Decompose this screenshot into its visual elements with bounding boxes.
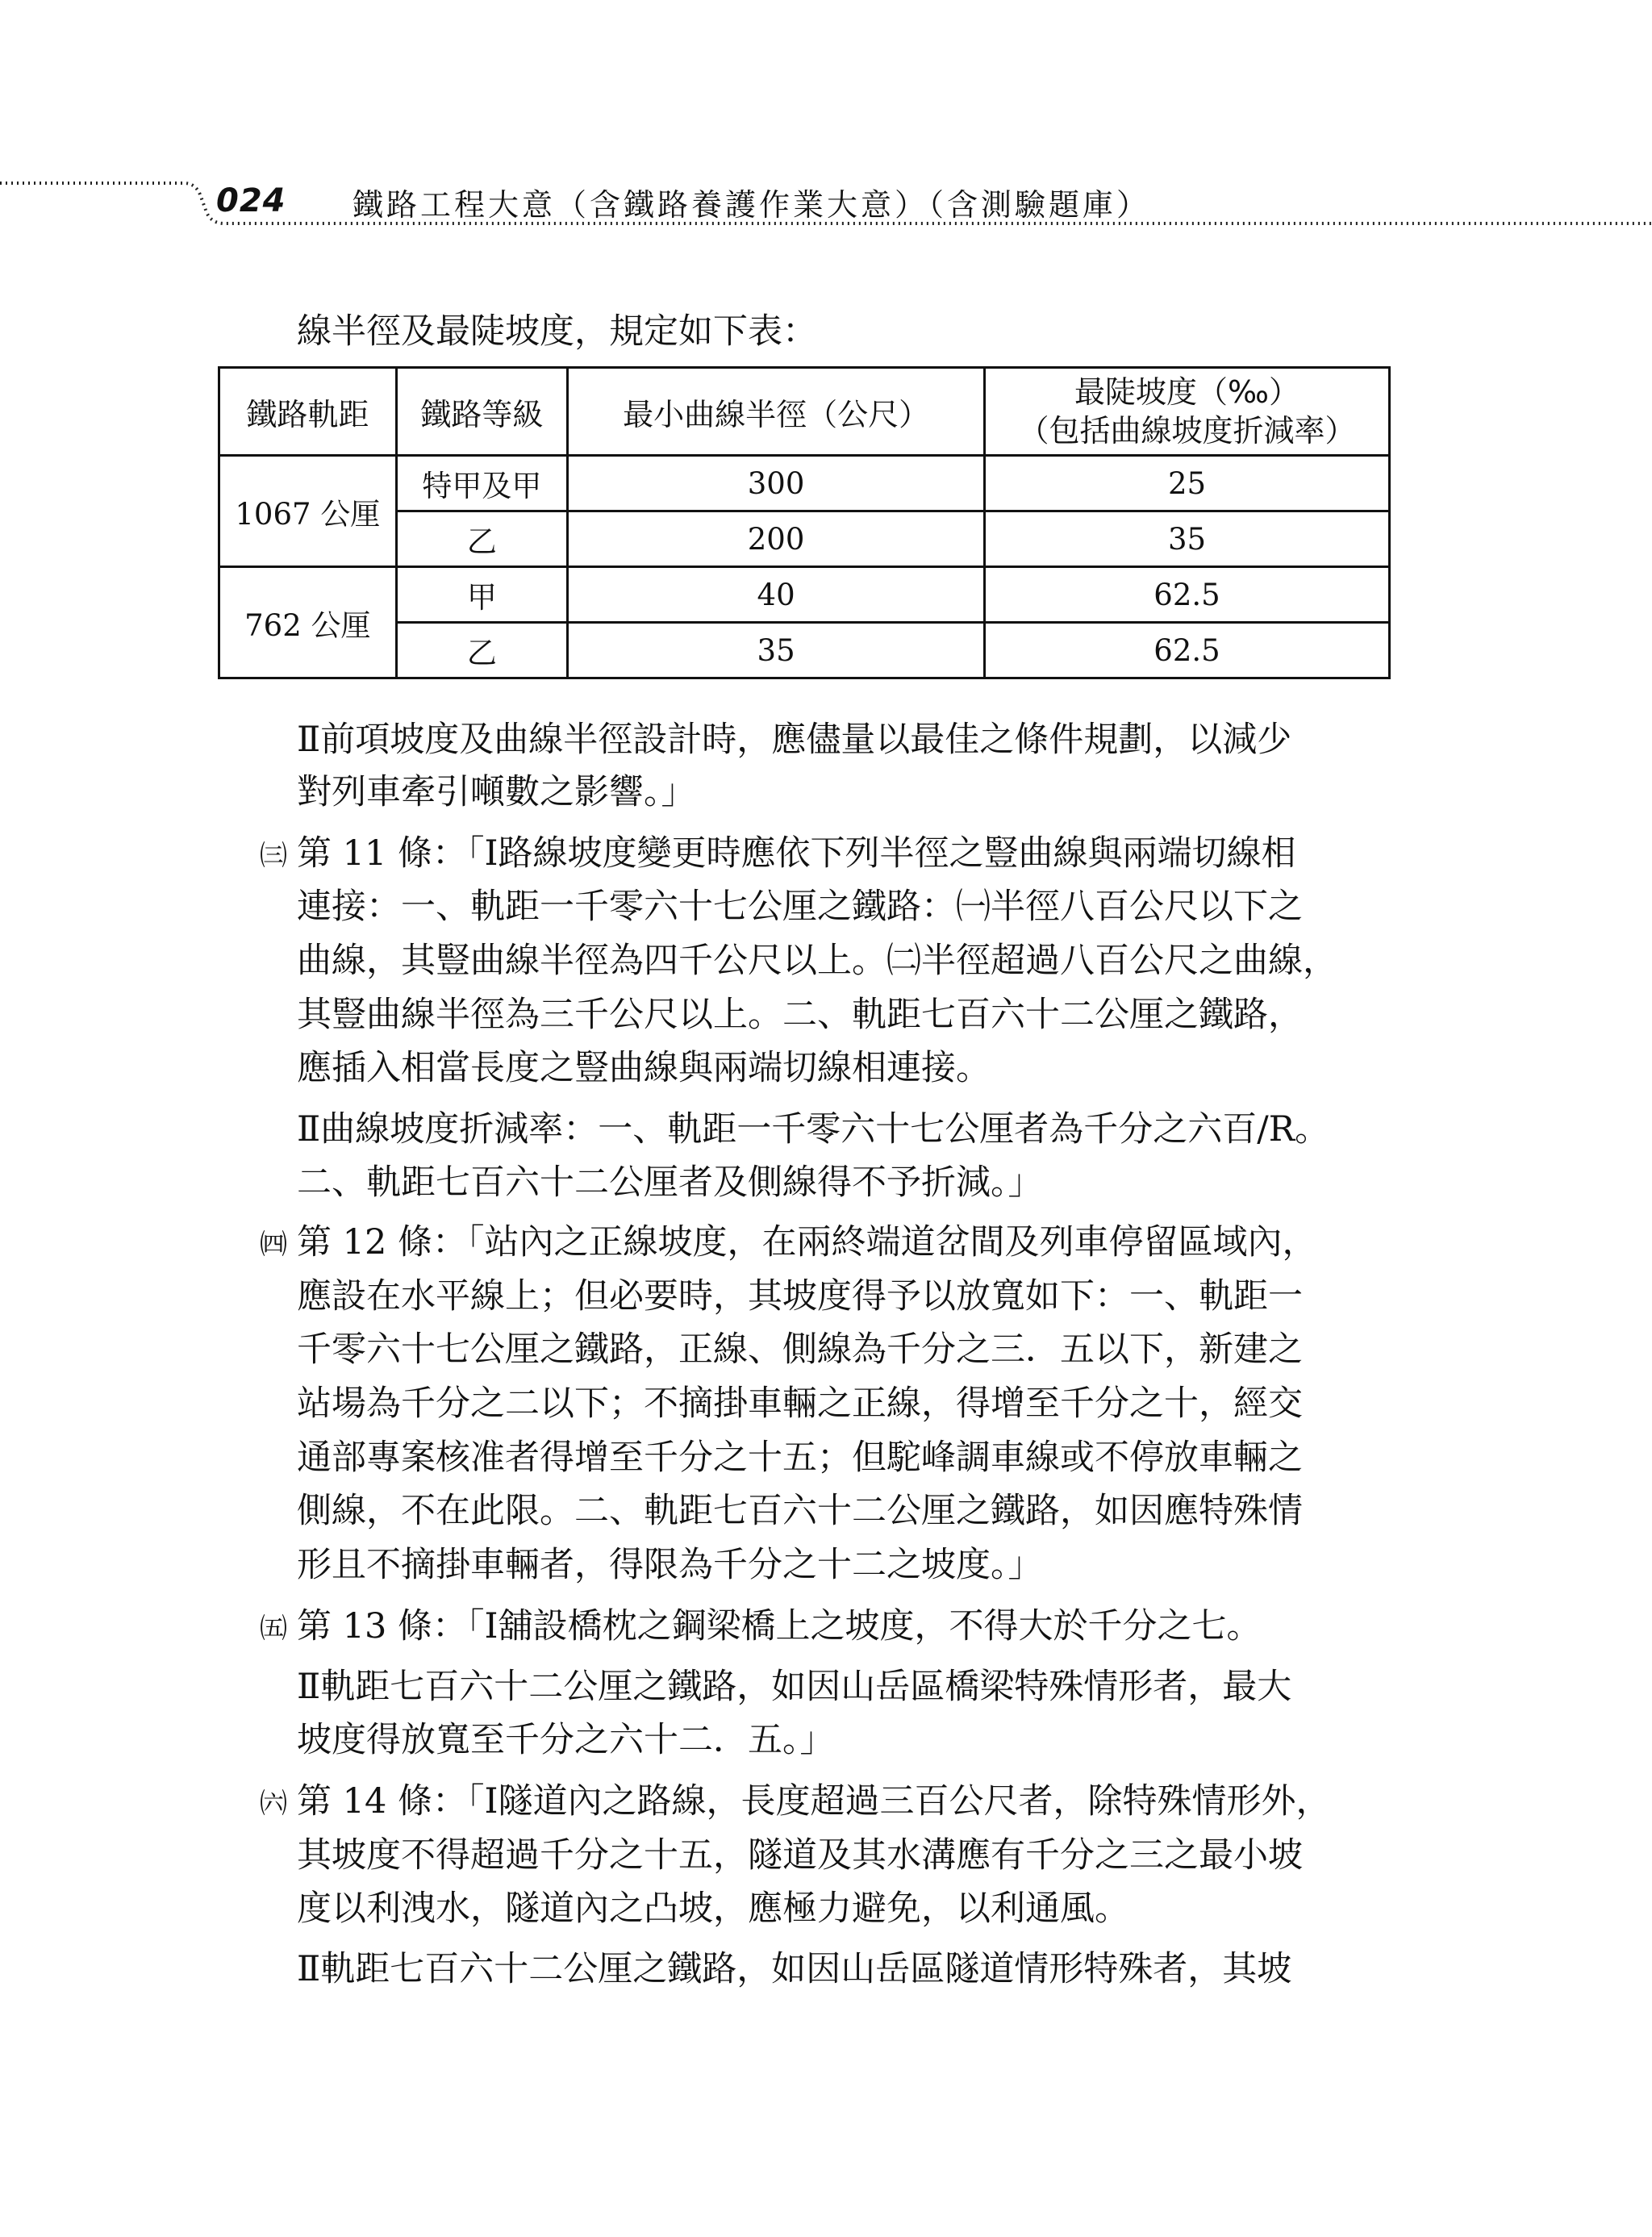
gauge-cell: 762 公厘: [219, 567, 397, 678]
book-title: 鐵路工程大意（含鐵路養護作業大意）（含測驗題庫）: [353, 187, 1151, 223]
header-max-slope-line2: （包括曲線坡度折減率）: [1018, 413, 1356, 449]
article-11-line: [260, 832, 1296, 878]
body-line: 對列車牽引噸數之影響。」: [297, 772, 696, 812]
body-line: Ⅱ軌距七百六十二公厘之鐵路，如因山岳區隧道情形特殊者，其坡: [297, 1949, 1292, 1989]
grade-cell: 乙: [396, 511, 568, 567]
body-line: Ⅱ軌距七百六十二公厘之鐵路，如因山岳區橋梁特殊情形者，最大: [297, 1667, 1292, 1707]
gauge-spec-table: [218, 366, 1391, 679]
header-max-slope: [984, 368, 1389, 456]
item-marker: ㈥: [260, 1788, 287, 1820]
item-marker: ㈤: [260, 1613, 287, 1645]
item-marker: ㈣: [260, 1229, 287, 1261]
radius-cell: 35: [568, 623, 985, 678]
body-line: 連接：一、軌距一千零六十七公厘之鐵路：㈠半徑八百公尺以下之: [297, 887, 1303, 927]
slope-cell: 62.5: [984, 623, 1389, 678]
table-header-row: [219, 368, 1390, 456]
body-line: 其豎曲線半徑為三千公尺以上。二、軌距七百六十二公厘之鐵路，: [297, 995, 1303, 1035]
body-line: 度以利洩水，隧道內之凸坡，應極力避免，以利通風。: [297, 1889, 1129, 1929]
body-line: 應設在水平線上；但必要時，其坡度得予以放寬如下：一、軌距一: [297, 1276, 1303, 1317]
grade-cell: 特甲及甲: [396, 456, 568, 511]
article-14-line: [260, 1780, 1331, 1826]
body-line: 通部專案核准者得增至千分之十五；但駝峰調車線或不停放車輛之: [297, 1438, 1303, 1478]
page-number: 024: [216, 182, 286, 219]
article-12-line: [260, 1221, 1317, 1267]
grade-cell: 甲: [396, 567, 568, 623]
slope-cell: 62.5: [984, 567, 1389, 623]
radius-cell: 200: [568, 511, 985, 567]
body-line: Ⅱ曲線坡度折減率：一、軌距一千零六十七公厘者為千分之六百/R。: [297, 1109, 1330, 1150]
radius-cell: 300: [568, 456, 985, 511]
table-row: [219, 567, 1390, 623]
body-line: 應插入相當長度之豎曲線與兩端切線相連接。: [297, 1048, 991, 1088]
body-line: 二、軌距七百六十二公厘者及側線得不予折減。」: [297, 1162, 1043, 1203]
slope-cell: 35: [984, 511, 1389, 567]
body-line: Ⅱ前項坡度及曲線半徑設計時，應儘量以最佳之條件規劃，以減少: [297, 720, 1292, 760]
body-line: 第 11 條：「Ⅰ路線坡度變更時應依下列半徑之豎曲線與兩端切線相: [297, 833, 1296, 874]
body-line: 坡度得放寬至千分之六十二．五。」: [297, 1720, 835, 1760]
body-line: 站場為千分之二以下；不摘掛車輛之正線，得增至千分之十，經交: [297, 1384, 1303, 1424]
article-13-line: [260, 1605, 1262, 1651]
header-max-slope-line1: 最陡坡度（‰）: [1074, 374, 1299, 410]
body-line: 其坡度不得超過千分之十五，隧道及其水溝應有千分之三之最小坡: [297, 1835, 1303, 1876]
table-row: [219, 456, 1390, 511]
slope-cell: 25: [984, 456, 1389, 511]
body-line: 曲線，其豎曲線半徑為四千公尺以上。㈡半徑超過八百公尺之曲線，: [297, 941, 1337, 981]
grade-cell: 乙: [396, 623, 568, 678]
intro-line: 線半徑及最陡坡度，規定如下表：: [297, 311, 817, 352]
body-line: 第 13 條：「Ⅰ舖設橋枕之鋼梁橋上之坡度，不得大於千分之七。: [297, 1606, 1262, 1646]
body-line: 形且不摘掛車輛者，得限為千分之十二之坡度。」: [297, 1545, 1043, 1585]
header-min-radius: 最小曲線半徑（公尺）: [568, 368, 985, 456]
gauge-cell: 1067 公厘: [219, 456, 397, 567]
body-line: 第 12 條：「站內之正線坡度，在兩終端道岔間及列車停留區域內，: [297, 1222, 1317, 1262]
header-grade: 鐵路等級: [396, 368, 568, 456]
body-line: 千零六十七公厘之鐵路，正線、側線為千分之三．五以下，新建之: [297, 1329, 1303, 1370]
radius-cell: 40: [568, 567, 985, 623]
body-line: 側線，不在此限。二、軌距七百六十二公厘之鐵路，如因應特殊情: [297, 1491, 1303, 1531]
body-line: 第 14 條：「Ⅰ隧道內之路線，長度超過三百公尺者，除特殊情形外，: [297, 1781, 1331, 1822]
item-marker: ㈢: [260, 840, 287, 872]
header-gauge: 鐵路軌距: [219, 368, 397, 456]
